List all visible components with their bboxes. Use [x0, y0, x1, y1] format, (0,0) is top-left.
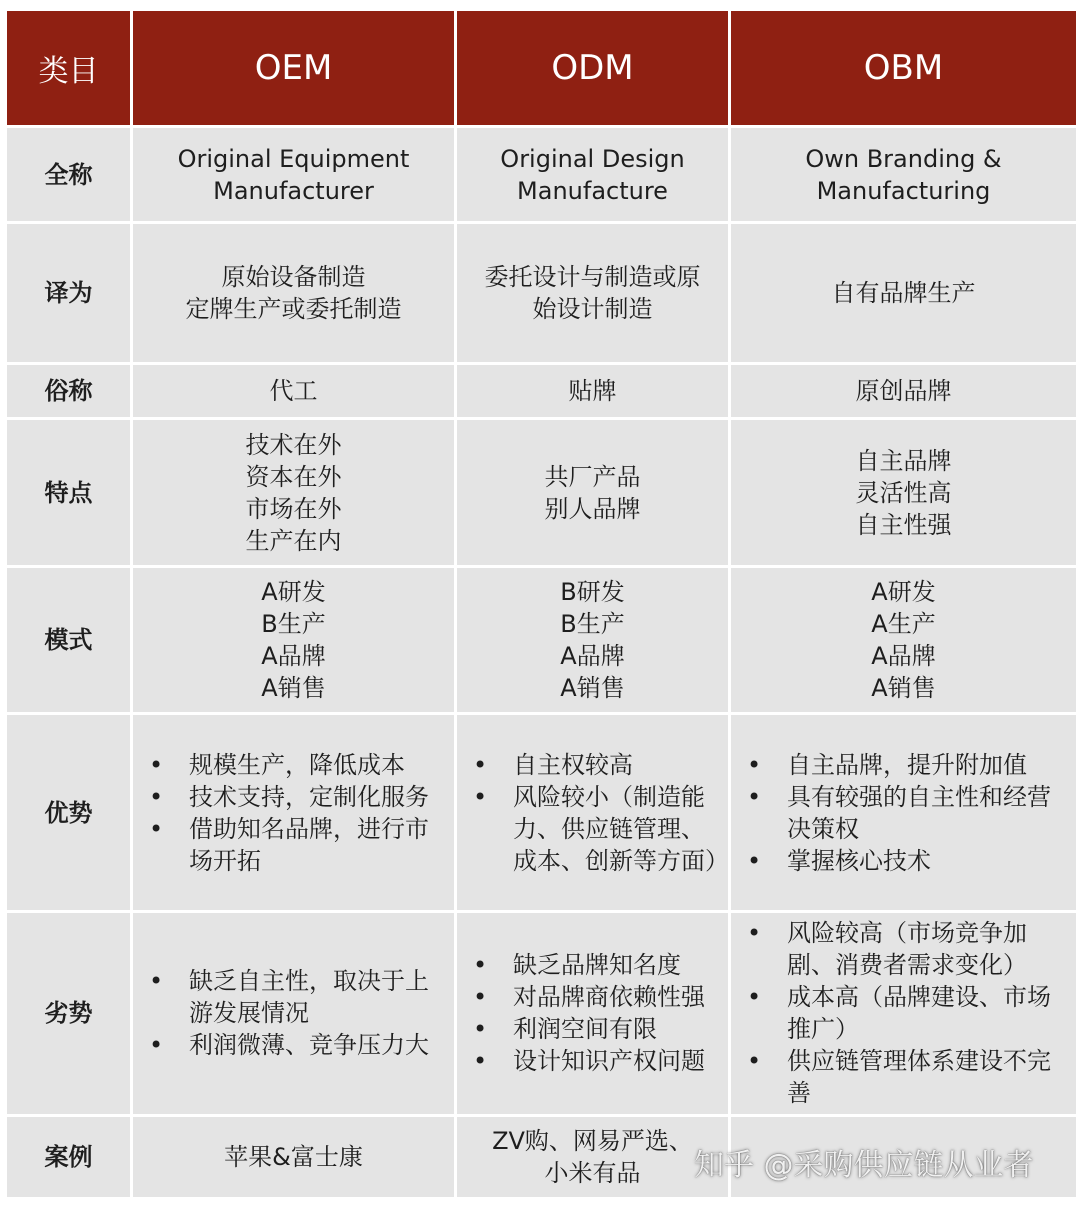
cell-advantages-obm — [731, 715, 1076, 910]
list-item: • 供应链管理体系建设不完善 — [741, 1045, 1066, 1109]
cell-cases-odm — [457, 1117, 728, 1197]
cell-line: A销售 — [261, 674, 326, 703]
row-label-fullname: 全称 — [7, 128, 130, 220]
cell-line: 小米有品 — [544, 1158, 641, 1187]
cell-line: Own Branding & — [805, 144, 1002, 173]
cell-line: A销售 — [871, 674, 936, 703]
list-item: • 技术支持，定制化服务 — [143, 781, 444, 813]
cell-mode-obm — [731, 568, 1076, 712]
cell-line: A销售 — [560, 674, 625, 703]
cell-line: Manufacturing — [816, 176, 991, 205]
row-features — [7, 420, 1076, 564]
cell-line: ZV购、网易严选、 — [492, 1126, 693, 1155]
list-item: • 成本高（品牌建设、市场推广） — [741, 981, 1066, 1045]
cell-nickname-odm — [457, 365, 728, 417]
cell-fullname-obm — [731, 128, 1076, 220]
cell-disadvantages-obm — [731, 913, 1076, 1114]
cell-line: 原始设备制造 — [221, 262, 366, 291]
cell-line: Original Design — [500, 144, 685, 173]
row-advantages — [7, 715, 1076, 910]
row-translation — [7, 224, 1076, 362]
cell-translation-oem — [133, 224, 454, 362]
cell-line: 原创品牌 — [855, 377, 952, 406]
cell-line: A研发 — [871, 578, 936, 607]
cell-line: 灵活性高 — [855, 478, 952, 507]
row-label-advantages: 优势 — [7, 715, 130, 910]
cell-mode-oem — [133, 568, 454, 712]
list-item: • 设计知识产权问题 — [467, 1045, 718, 1077]
header-odm: ODM — [457, 11, 728, 125]
cell-line: 共厂产品 — [544, 462, 641, 491]
cell-fullname-odm — [457, 128, 728, 220]
cell-line: 自主性强 — [855, 510, 952, 539]
row-label-mode: 模式 — [7, 568, 130, 712]
cell-cases-oem — [133, 1117, 454, 1197]
list-item: • 借助知名品牌，进行市场开拓 — [143, 813, 444, 877]
header-row — [7, 11, 1076, 125]
cell-line: 代工 — [269, 377, 318, 406]
cell-line: A品牌 — [871, 642, 936, 671]
list-item: • 利润微薄、竞争压力大 — [143, 1029, 444, 1061]
cell-line: 资本在外 — [245, 462, 342, 491]
list-item: • 风险较高（市场竞争加剧、消费者需求变化） — [741, 917, 1066, 981]
cell-line: 生产在内 — [245, 526, 342, 555]
list-item: • 掌握核心技术 — [741, 845, 1066, 877]
row-label-features: 特点 — [7, 420, 130, 564]
cell-line: 自有品牌生产 — [831, 278, 976, 307]
cell-nickname-oem — [133, 365, 454, 417]
cell-advantages-odm — [457, 715, 728, 910]
row-label-cases: 案例 — [7, 1117, 130, 1197]
cell-line: A品牌 — [261, 642, 326, 671]
row-mode — [7, 568, 1076, 712]
list-item: • 自主权较高 — [467, 749, 718, 781]
list-item: • 对品牌商依赖性强 — [467, 981, 718, 1013]
row-label-nickname: 俗称 — [7, 365, 130, 417]
cell-line: 苹果&富士康 — [224, 1142, 363, 1171]
cell-line: 定牌生产或委托制造 — [185, 294, 402, 323]
cell-features-odm — [457, 420, 728, 564]
comparison-table — [4, 8, 1079, 1200]
header-oem: OEM — [133, 11, 454, 125]
list-item: • 利润空间有限 — [467, 1013, 718, 1045]
list-item: • 规模生产，降低成本 — [143, 749, 444, 781]
cell-advantages-oem — [133, 715, 454, 910]
row-fullname — [7, 128, 1076, 220]
header-category: 类目 — [7, 11, 130, 125]
cell-disadvantages-oem — [133, 913, 454, 1114]
cell-line: 贴牌 — [568, 377, 617, 406]
cell-fullname-oem — [133, 128, 454, 220]
cell-line: A研发 — [261, 578, 326, 607]
cell-line: 始设计制造 — [532, 294, 653, 323]
cell-translation-obm — [731, 224, 1076, 362]
cell-features-oem — [133, 420, 454, 564]
row-nickname — [7, 365, 1076, 417]
row-label-disadvantages: 劣势 — [7, 913, 130, 1114]
cell-translation-odm — [457, 224, 728, 362]
watermark: 知乎 @采购供应链从业者 — [694, 1148, 1034, 1183]
row-label-translation: 译为 — [7, 224, 130, 362]
cell-line: A品牌 — [560, 642, 625, 671]
cell-line: B生产 — [560, 610, 625, 639]
cell-line: Manufacture — [517, 176, 668, 205]
cell-disadvantages-odm — [457, 913, 728, 1114]
cell-mode-odm — [457, 568, 728, 712]
cell-line: Manufacturer — [213, 176, 374, 205]
cell-nickname-obm — [731, 365, 1076, 417]
cell-line: 委托设计与制造或原 — [484, 262, 701, 291]
cell-line: 技术在外 — [245, 430, 342, 459]
row-disadvantages — [7, 913, 1076, 1114]
cell-line: A生产 — [871, 610, 936, 639]
list-item: • 风险较小（制造能力、供应链管理、成本、创新等方面） — [467, 781, 718, 877]
cell-line: B研发 — [560, 578, 625, 607]
list-item: • 缺乏自主性，取决于上游发展情况 — [143, 965, 444, 1029]
cell-line: 自主品牌 — [855, 446, 952, 475]
cell-line: 市场在外 — [245, 494, 342, 523]
list-item: • 自主品牌，提升附加值 — [741, 749, 1066, 781]
cell-line: Original Equipment — [177, 144, 410, 173]
cell-line: 别人品牌 — [544, 494, 641, 523]
cell-line: B生产 — [261, 610, 326, 639]
cell-features-obm — [731, 420, 1076, 564]
header-obm: OBM — [731, 11, 1076, 125]
list-item: • 具有较强的自主性和经营决策权 — [741, 781, 1066, 845]
list-item: • 缺乏品牌知名度 — [467, 949, 718, 981]
